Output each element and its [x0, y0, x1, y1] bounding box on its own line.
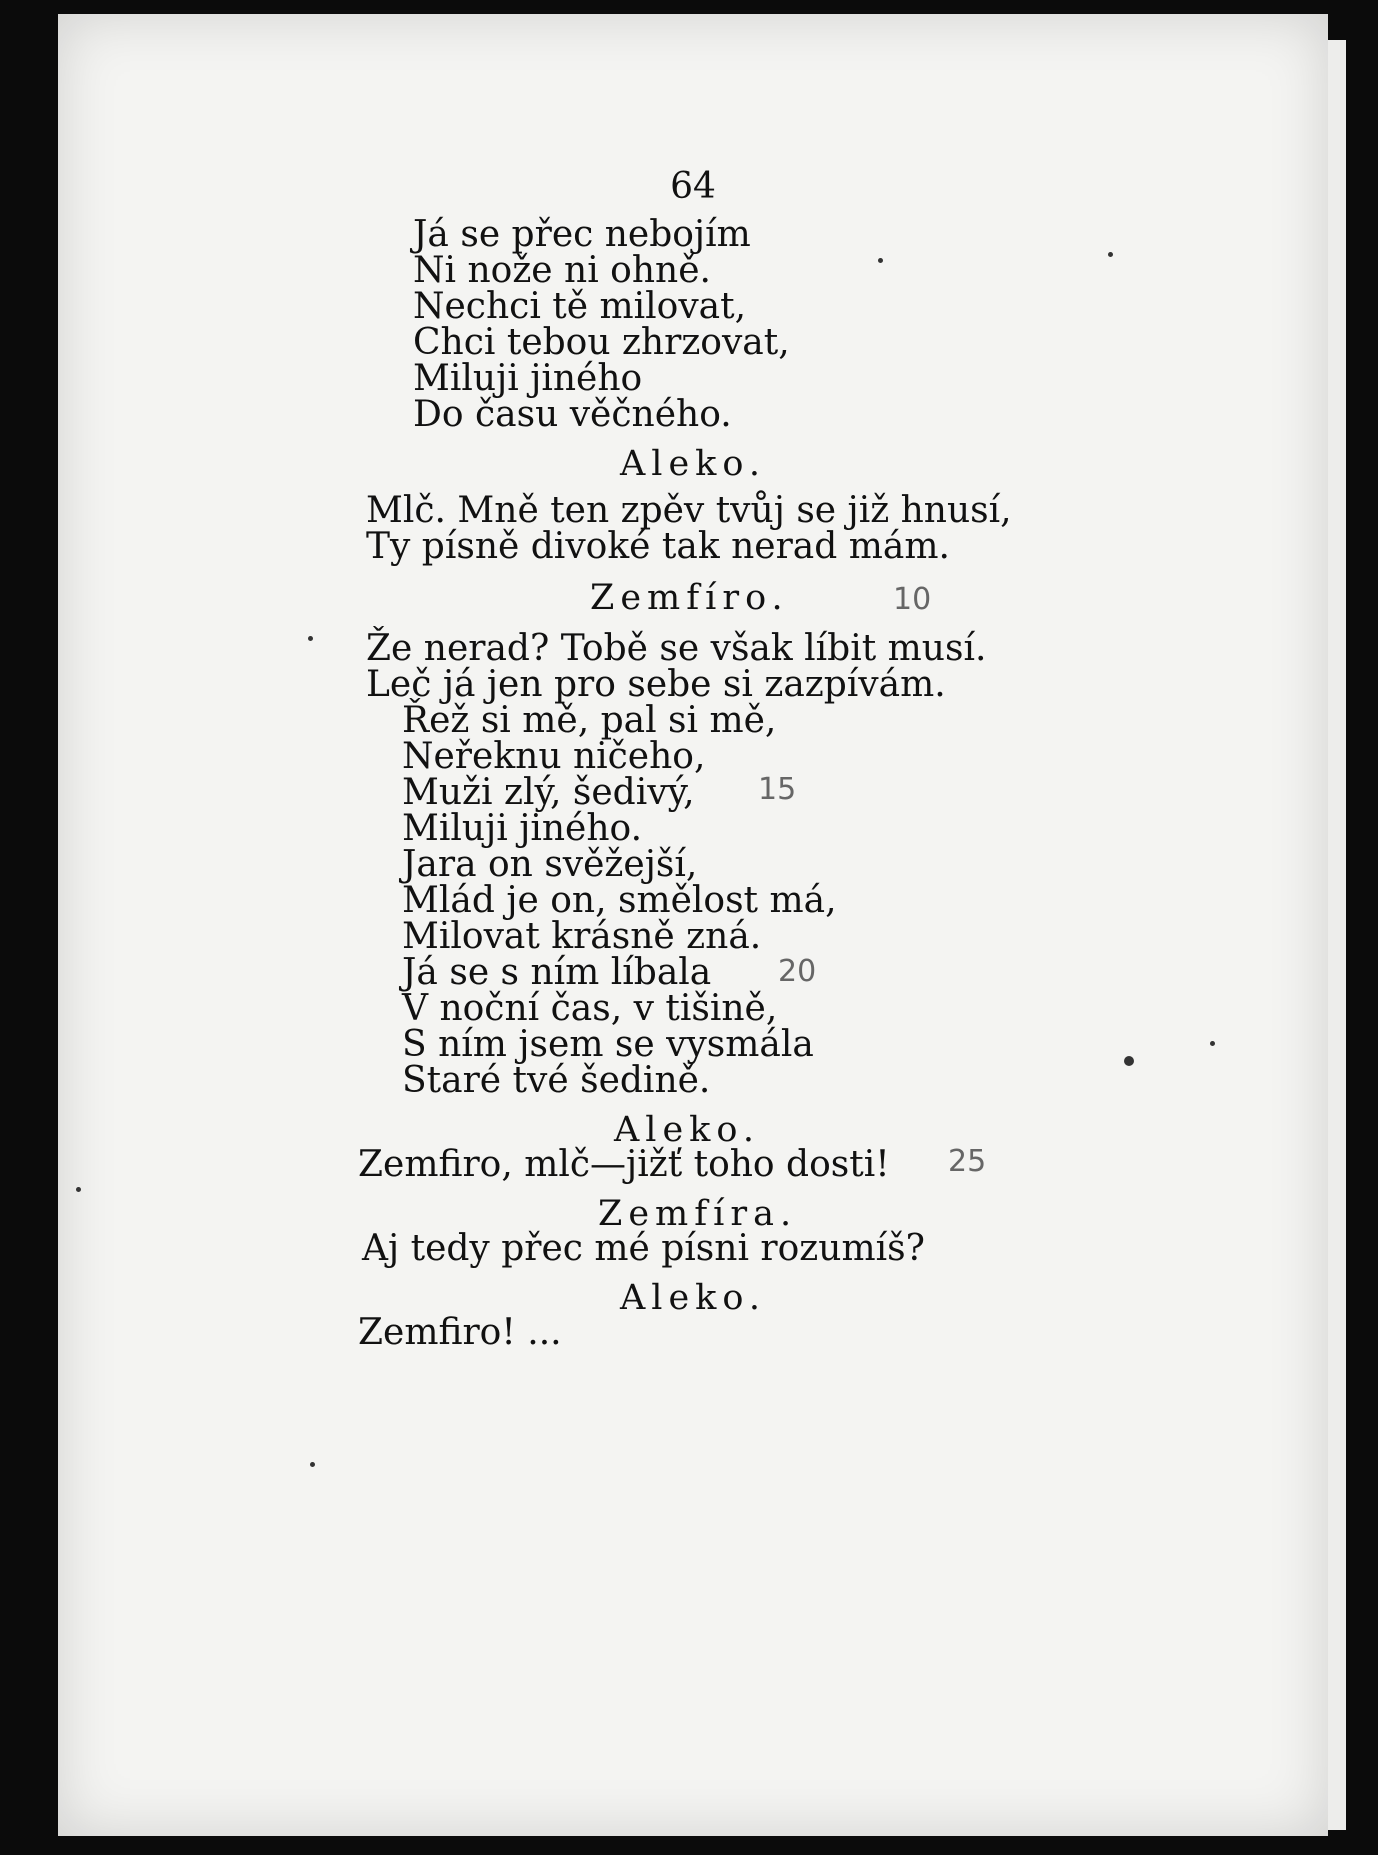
verse-line: Nechci tě milovat,: [413, 286, 747, 327]
verse-line: Do času věčného.: [413, 394, 732, 435]
verse-line: Jara on svěžejší,: [402, 844, 698, 885]
margin-mark: 20: [778, 954, 817, 989]
speaker-name: Zemfíro.: [590, 578, 789, 618]
speech-line: Aj tedy přec mé písni rozumíš?: [362, 1228, 925, 1269]
speech-line: Zemfiro! ...: [358, 1312, 562, 1353]
margin-mark: 10: [893, 582, 932, 617]
book-page: [58, 14, 1328, 1836]
scan-speck: [76, 1187, 81, 1192]
speech-line: Zemfiro, mlč—jižť toho dosti!: [358, 1144, 890, 1185]
margin-mark: 25: [948, 1144, 987, 1179]
verse-line: Já se přec nebojím: [413, 214, 751, 255]
scan-speck: [1210, 1041, 1215, 1046]
verse-line: Já se s ním líbala: [402, 952, 712, 993]
verse-line: S ním jsem se vysmála: [402, 1024, 814, 1065]
scan-speck: [310, 1462, 315, 1467]
verse-line: Miluji jiného.: [402, 808, 643, 849]
verse-line: Chci tebou zhrzovat,: [413, 322, 790, 363]
speech-line: Mlč. Mně ten zpěv tvůj se již hnusí,: [366, 490, 1012, 531]
scan-speck: [308, 636, 313, 641]
speaker-name: Aleko.: [620, 444, 766, 484]
speaker-name: Zemfíra.: [598, 1194, 798, 1234]
verse-line: Mlád je on, smělost má,: [402, 880, 837, 921]
verse-line: Milovat krásně zná.: [402, 916, 762, 957]
verse-line: Ni nože ni ohně.: [413, 250, 711, 291]
speaker-name: Aleko.: [614, 1110, 760, 1150]
verse-line: Řež si mě, pal si mě,: [402, 700, 777, 741]
speech-line: Že nerad? Tobě se však líbit musí.: [366, 628, 987, 669]
page-number: 64: [670, 166, 716, 207]
page-edge: [1328, 40, 1346, 1830]
speech-line: Leč já jen pro sebe si zazpívám.: [366, 664, 946, 705]
verse-line: Miluji jiného: [413, 358, 643, 399]
verse-line: Muži zlý, šedivý,: [402, 772, 695, 813]
scan-speck: [878, 258, 883, 263]
verse-line: Neřeknu ničeho,: [402, 736, 706, 777]
margin-mark: 15: [758, 772, 797, 807]
verse-line: V noční čas, v tišině,: [402, 988, 778, 1029]
scan-speck: [1124, 1056, 1134, 1066]
scan-speck: [1108, 252, 1113, 257]
speech-line: Ty písně divoké tak nerad mám.: [366, 526, 950, 567]
verse-line: Staré tvé šedině.: [402, 1060, 711, 1101]
speaker-name: Aleko.: [620, 1278, 766, 1318]
